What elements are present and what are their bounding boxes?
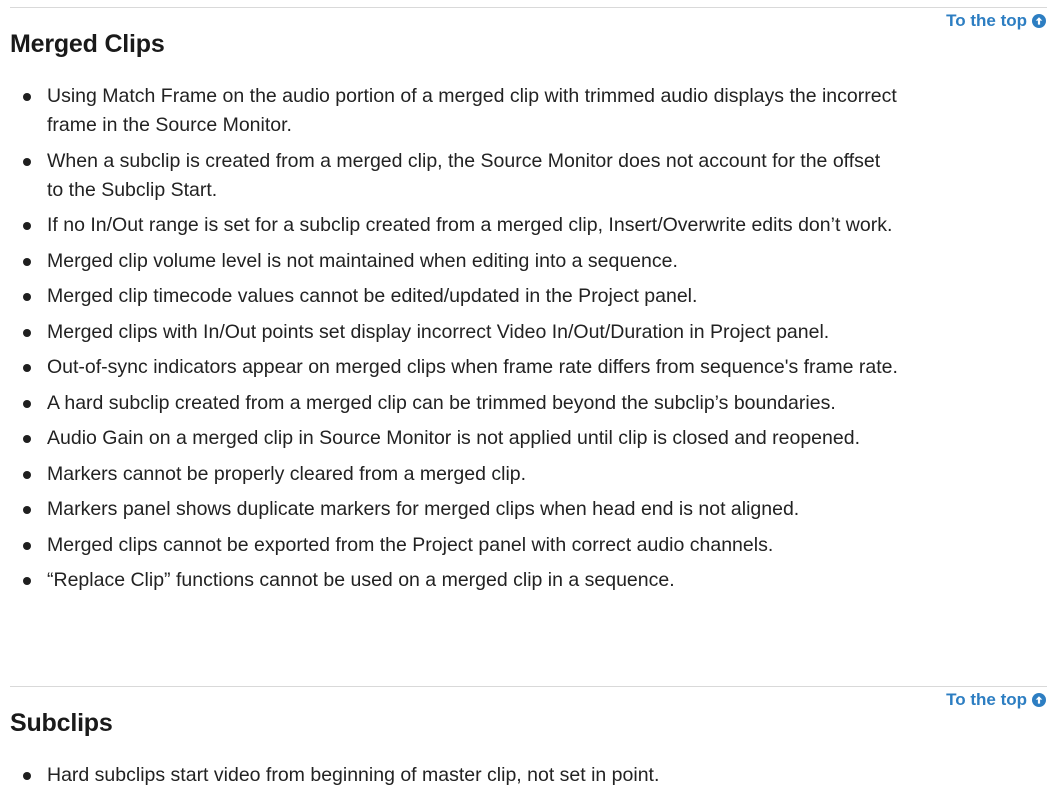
bullet-icon	[23, 400, 31, 408]
list-item-text: Out-of-sync indicators appear on merged clips when frame rate differs from sequence's frame rate.	[47, 356, 898, 378]
bullet-icon	[23, 258, 31, 266]
arrow-up-circle-icon	[1032, 14, 1046, 28]
list-item	[0, 282, 900, 311]
list-item-text: Merged clips cannot be exported from the Project panel with correct audio channels.	[47, 533, 774, 556]
to-the-top-label: To the top	[946, 11, 1027, 30]
bullet-icon	[23, 329, 31, 337]
list-item	[0, 424, 900, 453]
list-item	[0, 531, 900, 560]
bullet-icon	[23, 435, 31, 443]
to-the-top-label: To the top	[946, 690, 1027, 709]
issue-list	[0, 761, 900, 797]
list-item-text: When a subclip is created from a merged clip, the Source Monitor does not account for the offset to the Subclip Start.	[47, 149, 881, 201]
list-item	[0, 389, 900, 418]
bullet-icon	[23, 542, 31, 550]
list-item-text: Hard subclips start video from beginning of master clip, not set in point.	[47, 764, 660, 786]
bullet-icon	[23, 158, 31, 166]
section-heading: Subclips	[10, 709, 113, 737]
list-item-text: “Replace Clip” functions cannot be used on a merged clip in a sequence.	[47, 569, 675, 591]
bullet-icon	[23, 471, 31, 479]
list-item	[0, 566, 900, 595]
bullet-icon	[23, 577, 31, 585]
list-item-text: Merged clip volume level is not maintained when editing into a sequence.	[47, 249, 678, 272]
list-item-text: A hard subclip created from a merged clip can be trimmed beyond the subclip’s boundaries.	[47, 391, 836, 414]
section-divider	[10, 686, 1047, 687]
list-item-text: Using Match Frame on the audio portion of a merged clip with trimmed audio displays the incorrect frame in the Source Monitor.	[47, 85, 897, 136]
list-item-text: Merged clip timecode values cannot be edited/updated in the Project panel.	[47, 285, 698, 307]
list-item	[0, 82, 900, 140]
bullet-icon	[23, 364, 31, 372]
list-item	[0, 318, 900, 347]
bullet-icon	[23, 293, 31, 301]
arrow-up-circle-icon	[1032, 693, 1046, 707]
list-item	[0, 211, 900, 240]
bullet-icon	[23, 506, 31, 514]
list-item-text: Audio Gain on a merged clip in Source Monitor is not applied until clip is closed and reopened.	[47, 427, 860, 449]
list-item	[0, 761, 900, 790]
list-item-text: If no In/Out range is set for a subclip created from a merged clip, Insert/Overwrite edits don’t work.	[47, 214, 893, 236]
list-item	[0, 147, 900, 205]
list-item	[0, 460, 900, 489]
list-item-text: Markers panel shows duplicate markers for merged clips when head end is not aligned.	[47, 498, 800, 520]
to-the-top-link[interactable]	[946, 690, 1046, 710]
list-item	[0, 353, 900, 382]
issue-list	[0, 82, 900, 602]
section-heading: Merged Clips	[10, 30, 165, 58]
bullet-icon	[23, 93, 31, 101]
list-item	[0, 495, 900, 524]
section-divider	[10, 7, 1047, 8]
list-item-text: Merged clips with In/Out points set display incorrect Video In/Out/Duration in Project panel.	[47, 320, 830, 343]
list-item	[0, 247, 900, 276]
list-item-text: Markers cannot be properly cleared from a merged clip.	[47, 462, 527, 485]
to-the-top-link[interactable]	[946, 11, 1046, 31]
bullet-icon	[23, 772, 31, 780]
bullet-icon	[23, 222, 31, 230]
